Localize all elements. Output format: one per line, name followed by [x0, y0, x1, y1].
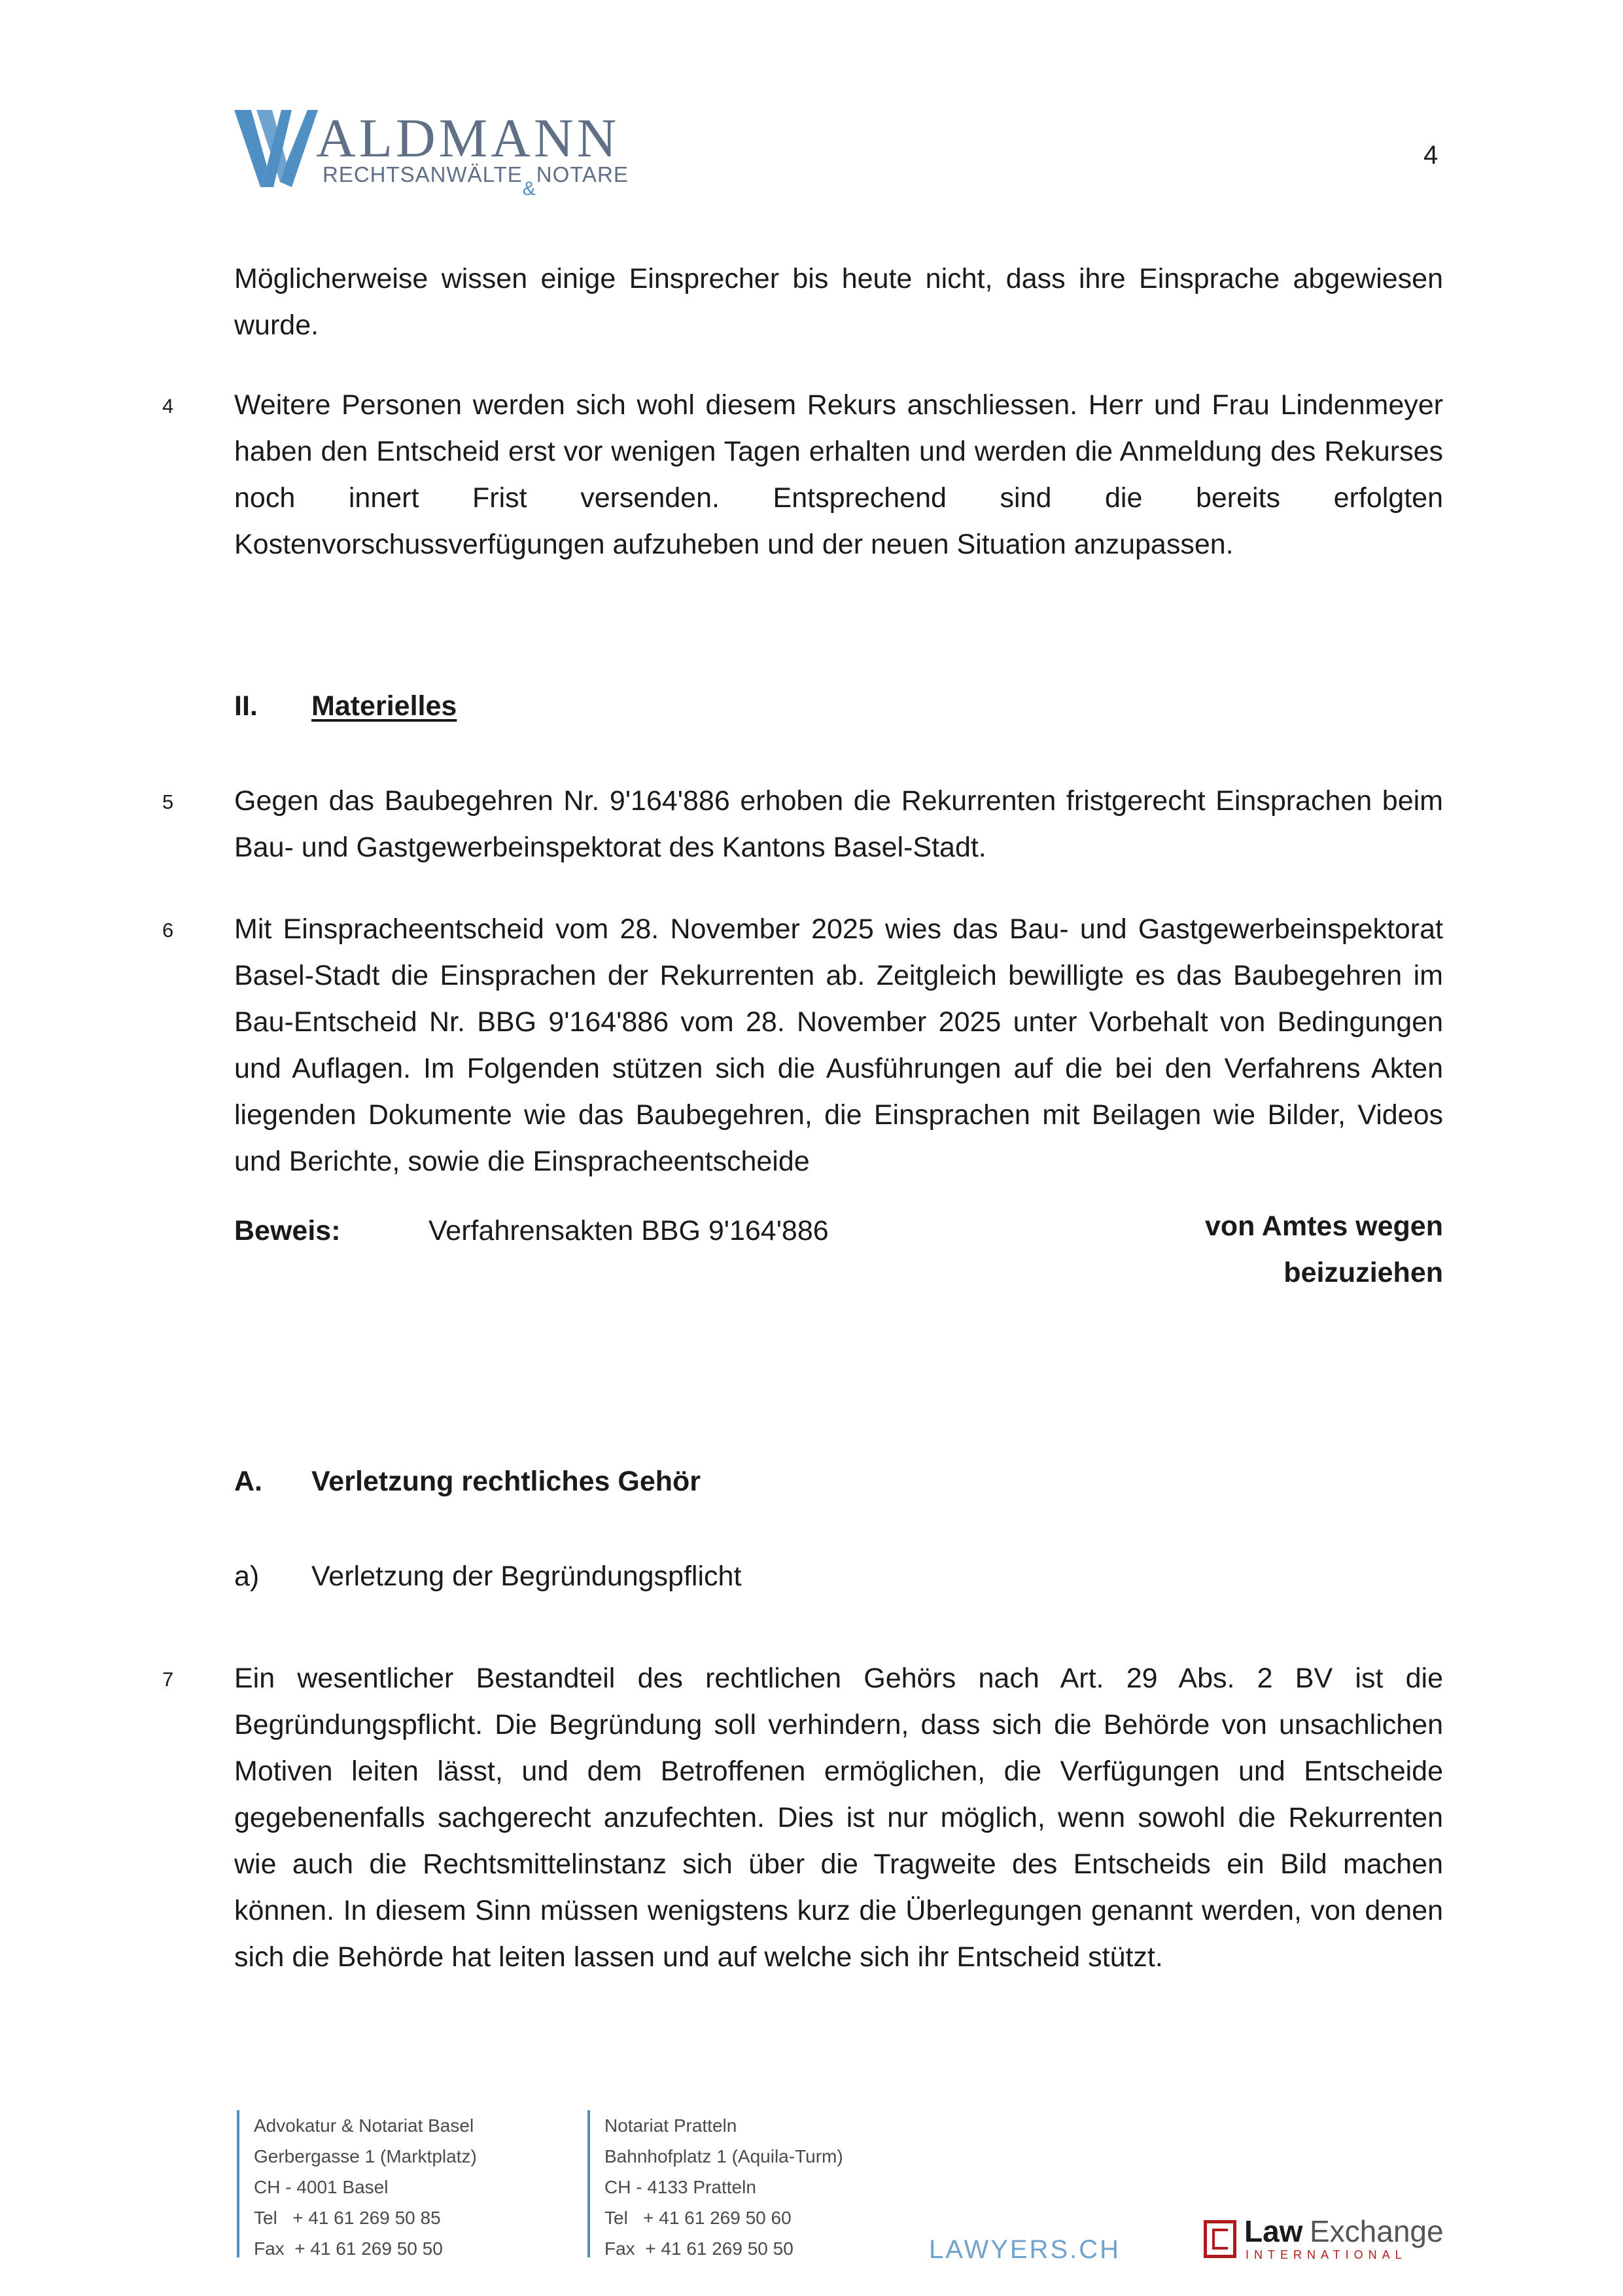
paragraph-4: Weitere Personen werden sich wohl diesem Rekurs anschliessen. Herr und Frau Lindenmeyer haben den Entscheid erst vor wenigen Tagen erhalten und werden die Anmeldung des Rekurses noch innert Frist versenden. Entsprechend sind die bereits erfolgten Kostenvorschussverfügungen aufzuheben und der neuen Situation anzupassen. [234, 389, 1443, 560]
footer-line: Gerbergasse 1 (Marktplatz) [254, 2146, 477, 2166]
section-title: Verletzung rechtliches Gehör [311, 1466, 701, 1497]
page-number: 4 [1423, 141, 1439, 169]
logo-ampersand: & [522, 178, 536, 200]
lawyers-ch-logo: LAWYERS.CH [929, 2235, 1121, 2264]
evidence-note-line-2: beizuziehen [1283, 1257, 1443, 1288]
footer-line: Bahnhofplatz 1 (Aquila-Turm) [604, 2146, 843, 2166]
evidence-label: Beweis: [234, 1215, 341, 1246]
paragraph-intro: Möglicherweise wissen einige Einsprecher bis heute nicht, dass ihre Einsprache abgewiesen wurde. [234, 263, 1443, 341]
paragraph-number: 4 [162, 395, 174, 417]
paragraph-7: Ein wesentlicher Bestandteil des rechtlichen Gehörs nach Art. 29 Abs. 2 BV ist die Begründungspflicht. Die Begründung soll verhindern, dass sich die Behörde von unsachlichen Motiven leiten lässt, und dem Betroffenen ermöglichen, die Verfügungen und Entscheide gegebenenfalls sachgerecht anzufechten. Dies ist nur möglich, wenn sowohl die Rekurrenten wie auch die Rechtsmittelinstanz sich über die Tragweite des Entscheids ein Bild machen können. In diesem Sinn müssen wenigstens kurz die Überlegungen genannt werden, von denen sich die Behörde hat leiten lassen und auf welche sich ihr Entscheid stützt. [234, 1663, 1443, 1973]
section-title: Materielles [311, 690, 457, 722]
footer-divider [237, 2110, 239, 2257]
lawexchange-icon [1204, 2220, 1236, 2258]
lawexchange-law: Law [1244, 2214, 1303, 2248]
footer-divider [587, 2110, 590, 2257]
footer-line: Fax + 41 61 269 50 50 [254, 2238, 443, 2259]
footer-line: Tel + 41 61 269 50 85 [254, 2208, 441, 2228]
logo-w-mark [234, 110, 329, 187]
paragraph-number: 7 [162, 1668, 174, 1691]
evidence-text: Verfahrensakten BBG 9'164'886 [428, 1215, 829, 1246]
lawexchange-exchange: Exchange [1310, 2214, 1444, 2248]
evidence-note [1051, 1203, 1443, 1296]
footer-line: Notariat Pratteln [604, 2115, 737, 2136]
logo-subtitle-left: RECHTSANWÄLTE [323, 162, 523, 186]
section-number: A. [234, 1466, 262, 1497]
footer-pratteln-address [604, 2110, 843, 2264]
paragraph-6: Mit Einspracheentscheid vom 28. November 2025 wies das Bau- und Gastgewerbeinspektorat Basel-Stadt die Einsprachen der Rekurrenten ab. Zeitgleich bewilligte es das Baubegehren im Bau-Entscheid Nr. BBG 9'164'886 vom 28. November 2025 unter Vorbehalt von Bedingungen und Auflagen. Im Folgenden stützen sich die Ausführungen auf die bei den Verfahrens Akten liegenden Dokumente wie das Baubegehren, die Einsprachen mit Beilagen wie Bilder, Videos und Berichte, sowie die Einspracheentscheide [234, 913, 1443, 1177]
subsection-title: Verletzung der Begründungspflicht [311, 1561, 742, 1592]
subsection-number: a) [234, 1561, 260, 1592]
footer-line: CH - 4001 Basel [254, 2177, 389, 2197]
lawexchange-international: INTERNATIONAL [1246, 2248, 1407, 2261]
paragraph-number: 6 [162, 919, 174, 942]
evidence-note-line-1: von Amtes wegen [1205, 1210, 1443, 1242]
paragraph-number: 5 [162, 790, 174, 813]
paragraph-5: Gegen das Baubegehren Nr. 9'164'886 erhoben die Rekurrenten fristgerecht Einsprachen beim Bau- und Gastgewerbeinspektorat des Kantons Basel-Stadt. [234, 785, 1443, 863]
footer-basel-address [254, 2110, 477, 2264]
footer-line: Tel + 41 61 269 50 60 [604, 2208, 792, 2228]
section-number: II. [234, 690, 258, 722]
logo-subtitle [323, 162, 629, 200]
firm-logo [234, 108, 629, 200]
lawexchange-logo [1204, 2214, 1444, 2267]
footer-line: Advokatur & Notariat Basel [254, 2115, 474, 2136]
footer-line: CH - 4133 Pratteln [604, 2177, 756, 2197]
logo-subtitle-right: NOTARE [536, 162, 629, 186]
logo-name: ALDMANN [316, 108, 620, 169]
footer-line: Fax + 41 61 269 50 50 [604, 2238, 794, 2259]
